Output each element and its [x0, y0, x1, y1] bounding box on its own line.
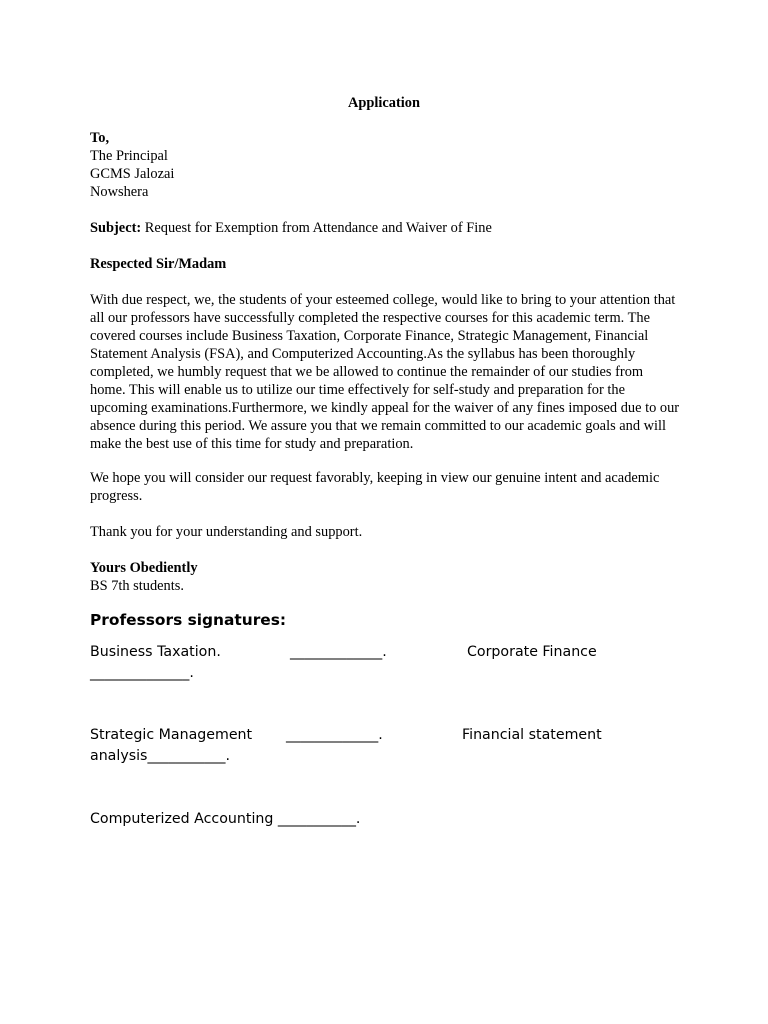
- business-taxation-signature-line: _____________.: [290, 644, 387, 660]
- recipient-block: [90, 129, 174, 201]
- recipient-name: The Principal: [90, 148, 168, 164]
- strategic-management-signature-line: _____________.: [286, 727, 383, 743]
- corporate-finance-signature-line: ______________.: [90, 665, 194, 681]
- hope-paragraph: We hope you will consider our request favorably, keeping in view our genuine intent and academic progress.: [90, 470, 660, 504]
- subject-label: Subject:: [90, 220, 142, 236]
- to-label: To,: [90, 130, 110, 146]
- subject-line: [90, 219, 492, 237]
- recipient-city: Nowshera: [90, 184, 149, 200]
- business-taxation-label: Business Taxation.: [90, 644, 221, 660]
- fsa-signature-line: analysis___________.: [90, 748, 230, 764]
- valediction: Yours Obediently: [90, 560, 198, 576]
- subject-text: Request for Exemption from Attendance and Waiver of Fine: [144, 220, 492, 236]
- fsa-label: Financial statement: [462, 727, 602, 743]
- corporate-finance-label: Corporate Finance: [467, 644, 597, 660]
- computerized-accounting-signature: Computerized Accounting ___________.: [90, 811, 361, 827]
- signatures-heading: Professors signatures:: [90, 611, 287, 629]
- closing-block: [90, 559, 198, 595]
- main-paragraph: With due respect, we, the students of your esteemed college, would like to bring to your attention that all our professors have successfully completed the respective courses for this academic term. The covered courses include Business Taxation, Corporate Finance, Strategic Management, Financial Statement Analysis (FSA), and Computerized Accounting.As the syllabus has been thoroughly completed, we humbly request that we be allowed to continue the remainder of our studies from home. This will enable us to utilize our time effectively for self-study and preparation for the upcoming examinations.Furthermore, we kindly appeal for the waiver of any fines imposed due to our absence during this period. We assure you that we remain committed to our academic goals and will make the best use of this time for study and preparation.: [90, 292, 680, 452]
- document-title: Application: [348, 95, 420, 111]
- strategic-management-label: Strategic Management: [90, 727, 253, 743]
- thanks-paragraph: Thank you for your understanding and support.: [90, 524, 363, 540]
- recipient-institution: GCMS Jalozai: [90, 166, 175, 182]
- sender: BS 7th students.: [90, 578, 184, 594]
- salutation: Respected Sir/Madam: [90, 256, 227, 272]
